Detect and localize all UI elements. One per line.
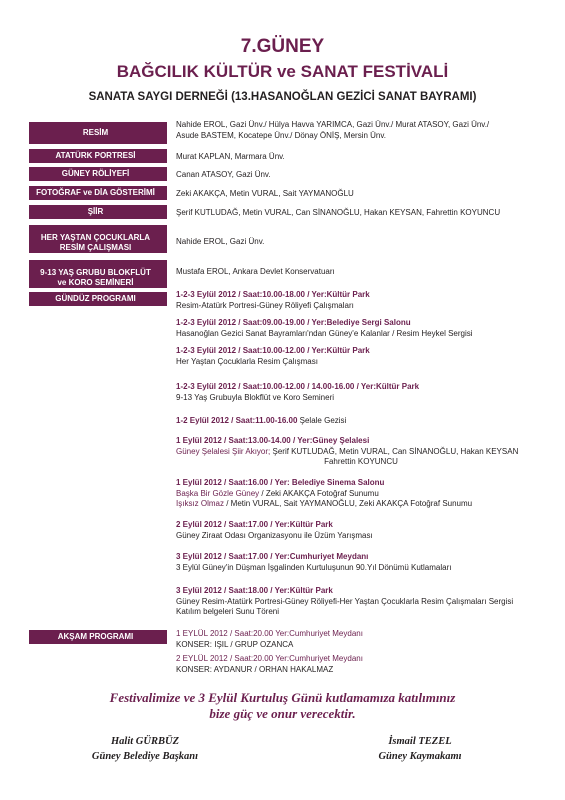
- festival-subtitle: SANATA SAYGI DERNEĞİ (13.HASANOĞLAN GEZİCİ SANAT BAYRAMI): [88, 91, 477, 103]
- section-label-resim: RESİM: [29, 122, 167, 144]
- event-7: 1 Eylül 2012 / Saat:16.00 / Yer: Belediye Sinema Salonu Başka Bir Gözle Güney / Zeki AKAKÇA Fotoğraf Sunumu Işıksız Olmaz / Metin VURAL, Sait YAYMANOĞLU, Zeki AKAKÇA Fotoğraf Sunumu: [176, 478, 473, 508]
- event-5: 1-2 Eylül 2012 / Saat:11.00-16.00 Şelale Gezisi: [176, 416, 347, 425]
- section-label-guney-roliyefi: GÜNEY RÖLİYEFİ: [29, 167, 167, 181]
- section-text-siir: Şerif KUTLUDAĞ, Metin VURAL, Can SİNANOĞLU, Hakan KEYSAN, Fahrettin KOYUNCU: [176, 208, 501, 217]
- evening-event-2: 2 EYLÜL 2012 / Saat:20.00 Yer:Cumhuriyet Meydanı KONSER: AYDANUR / ORHAN HAKALMAZ: [176, 654, 363, 674]
- section-label-siir: ŞİİR: [29, 205, 167, 219]
- section-text-blokflut: Mustafa EROL, Ankara Devlet Konservatuarı: [176, 267, 335, 276]
- day-program-label: GÜNDÜZ PROGRAMI: [29, 292, 167, 306]
- section-text-cocuklarla-resim: Nahide EROL, Gazi Ünv.: [176, 237, 265, 246]
- festival-title: BAĞCILIK KÜLTÜR ve SANAT FESTİVALİ: [116, 62, 449, 81]
- section-text-fotograf: Zeki AKAKÇA, Metin VURAL, Sait YAYMANOĞLU: [176, 189, 354, 198]
- event-10: 3 Eylül 2012 / Saat:18.00 / Yer:Kültür Park Güney Resim-Atatürk Portresi-Güney Röliyefi-Her Yaştan Çocuklarla Resim Çalışmaları Sergisi Katılım belgeleri Sunu Töreni: [176, 586, 514, 616]
- event-3: 1-2-3 Eylül 2012 / Saat:10.00-12.00 / Yer:Kültür Park Her Yaştan Çocuklarla Resim Çalışması: [176, 346, 370, 366]
- section-text-resim: Nahide EROL, Gazi Ünv./ Hülya Havva YARIMCA, Gazi Ünv./ Murat ATASOY, Gazi Ünv./ Asude BASTEM, Kocatepe Ünv./ Dönay ÖNİŞ, Mersin Ünv.: [176, 120, 490, 140]
- section-label-blokflut: 9-13 YAŞ GRUBU BLOKFLÜT ve KORO SEMİNERİ: [29, 260, 167, 288]
- section-text-ataturk-portresi: Murat KAPLAN, Marmara Ünv.: [176, 152, 285, 161]
- event-6: 1 Eylül 2012 / Saat:13.00-14.00 / Yer:Güney Şelalesi Güney Şelalesi Şiir Akıyor; Şerif KUTLUDAĞ, Metin VURAL, Can SİNANOĞLU, Hakan KEYSAN Fahrettin KOYUNCU: [176, 436, 519, 466]
- signature-mayor: Halit GÜRBÜZ Güney Belediye Başkanı: [91, 736, 199, 762]
- evening-event-1: 1 EYLÜL 2012 / Saat:20.00 Yer:Cumhuriyet Meydanı KONSER: IŞIL / GRUP OZANCA: [176, 629, 363, 649]
- section-label-fotograf: FOTOĞRAF ve DİA GÖSTERİMİ: [29, 186, 167, 200]
- event-2: 1-2-3 Eylül 2012 / Saat:09.00-19.00 / Yer:Belediye Sergi Salonu Hasanoğlan Gezici Sanat Bayramları'ndan Güney'e Kalanlar / Resim Heykel Sergisi: [176, 318, 473, 338]
- event-4: 1-2-3 Eylül 2012 / Saat:10.00-12.00 / 14.00-16.00 / Yer:Kültür Park 9-13 Yaş Grubuyla Blokflüt ve Koro Semineri: [176, 382, 420, 402]
- signature-governor: İsmail TEZEL Güney Kaymakamı: [378, 736, 462, 762]
- section-label-ataturk-portresi: ATATÜRK PORTRESİ: [29, 149, 167, 163]
- event-8: 2 Eylül 2012 / Saat:17.00 / Yer:Kültür Park Güney Ziraat Odası Organizasyonu ile Üzüm Yarışması: [176, 520, 373, 540]
- event-1: 1-2-3 Eylül 2012 / Saat:10.00-18.00 / Yer:Kültür Park Resim-Atatürk Portresi-Güney Röliyefi Çalışmaları: [176, 290, 370, 310]
- section-text-guney-roliyefi: Canan ATASOY, Gazi Ünv.: [176, 170, 271, 179]
- festival-edition: 7.GÜNEY: [240, 36, 325, 57]
- footer-message: Festivalimize ve 3 Eylül Kurtuluş Günü kutlamamıza katılımınız bize güç ve onur verecektir.: [109, 690, 456, 721]
- event-9: 3 Eylül 2012 / Saat:17.00 / Yer:Cumhuriyet Meydanı 3 Eylül Güney'in Düşman İşgalinden Kurtuluşunun 90.Yıl Dönümü Kutlamaları: [176, 552, 452, 572]
- section-label-cocuklarla-resim: HER YAŞTAN ÇOCUKLARLA RESİM ÇALIŞMASI: [29, 225, 167, 253]
- evening-program-label: AKŞAM PROGRAMI: [29, 630, 167, 644]
